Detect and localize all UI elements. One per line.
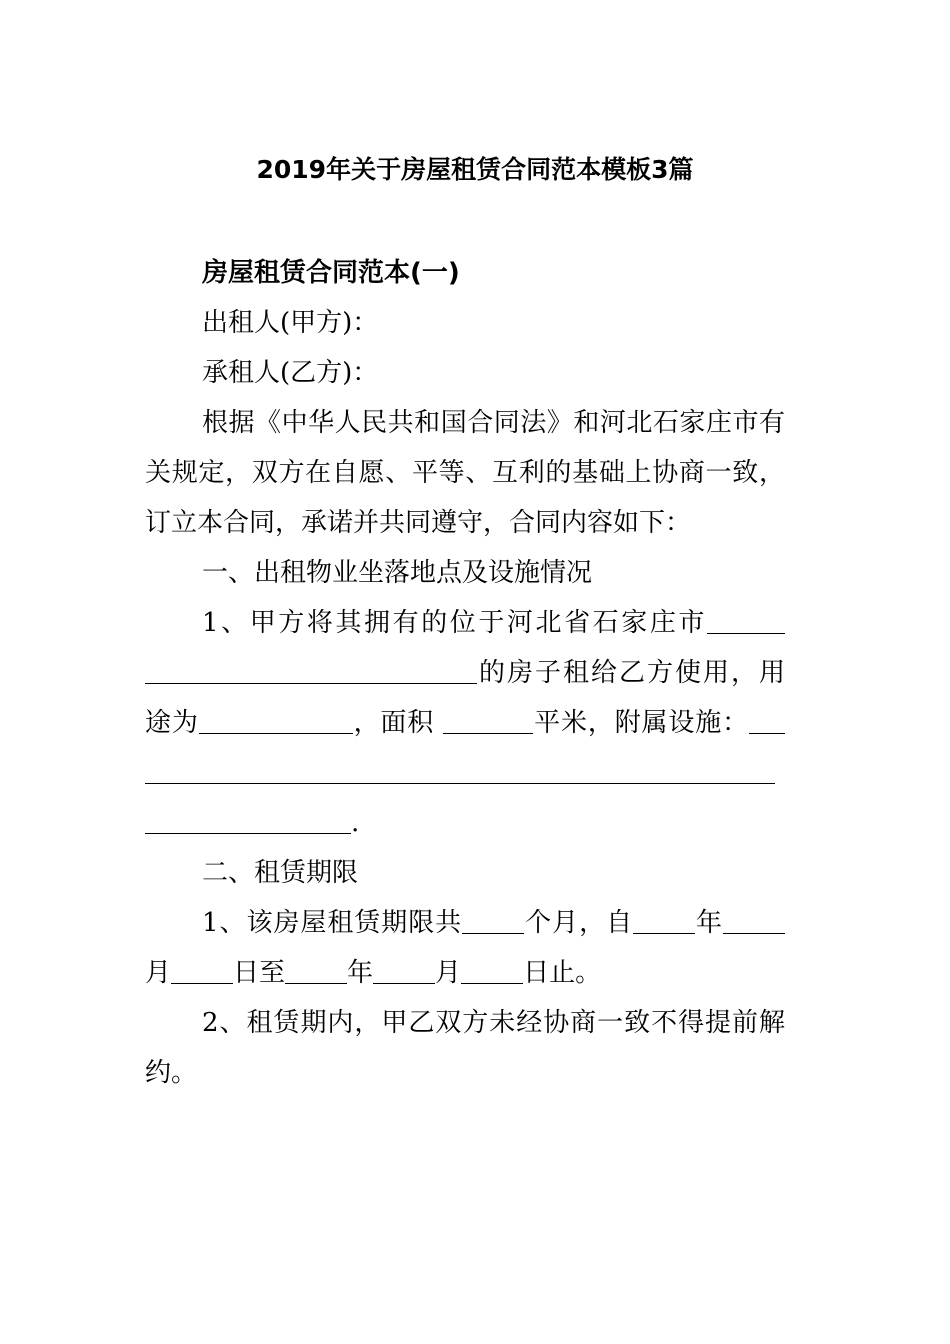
document-body: [145, 248, 785, 1098]
section-heading: 房屋租赁合同范本(一): [202, 258, 460, 288]
clause-2-1-text-d: 月: [145, 958, 172, 988]
clause-2-1: [145, 898, 785, 998]
blank-facilities-a: [749, 707, 785, 734]
blank-facilities-b: [145, 757, 775, 784]
clause-2-1-text-c: 年: [695, 908, 723, 938]
article-2-title: 二、租赁期限: [202, 858, 359, 888]
lessee-line: 承租人(乙方)：: [202, 358, 379, 388]
clause-1-1-text-b: 的房子租给乙方使用，用途为: [145, 658, 785, 738]
blank-city-district: [707, 607, 785, 634]
preamble-paragraph: 根据《中华人民共和国合同法》和河北石家庄市有关规定，双方在自愿、平等、互利的基础上协商一致，订立本合同，承诺并共同遵守，合同内容如下：: [145, 408, 785, 538]
clause-2-1-text-a: 1、该房屋租赁期限共: [202, 908, 463, 938]
clause-2-1-text-e: 日至: [233, 958, 286, 988]
blank-usage: [199, 707, 353, 734]
blank-start-day: [171, 957, 233, 984]
article-1-title: 一、出租物业坐落地点及设施情况: [202, 558, 593, 588]
blank-facilities-c: [145, 807, 351, 834]
clause-2-1-text-b: 个月，自: [524, 908, 634, 938]
blank-end-day: [461, 957, 523, 984]
clause-1-1-text-c: ，面积: [352, 708, 435, 738]
clause-1-1-text-e: .: [351, 808, 360, 838]
document-title: 2019年关于房屋租赁合同范本模板3篇: [256, 155, 694, 184]
blank-end-month: [373, 957, 435, 984]
clause-1-1: [145, 598, 785, 848]
blank-address: [145, 657, 477, 684]
clause-1-1-text-a: 1、甲方将其拥有的位于河北省石家庄市: [202, 608, 707, 638]
clause-2-2: 2、租赁期内，甲乙双方未经协商一致不得提前解约。: [145, 1008, 785, 1088]
clause-2-1-text-h: 日止。: [523, 958, 602, 988]
clause-2-1-text-g: 月: [435, 958, 462, 988]
blank-start-month-a: [723, 907, 773, 934]
clause-1-1-text-d: 平米，附属设施：: [533, 708, 749, 738]
blank-area: [443, 707, 533, 734]
lessor-line: 出租人(甲方)：: [202, 308, 379, 338]
blank-end-year: [285, 957, 347, 984]
blank-start-year: [633, 907, 695, 934]
clause-2-1-text-f: 年: [347, 958, 374, 988]
blank-months: [462, 907, 524, 934]
blank-start-month-b: [773, 907, 785, 934]
